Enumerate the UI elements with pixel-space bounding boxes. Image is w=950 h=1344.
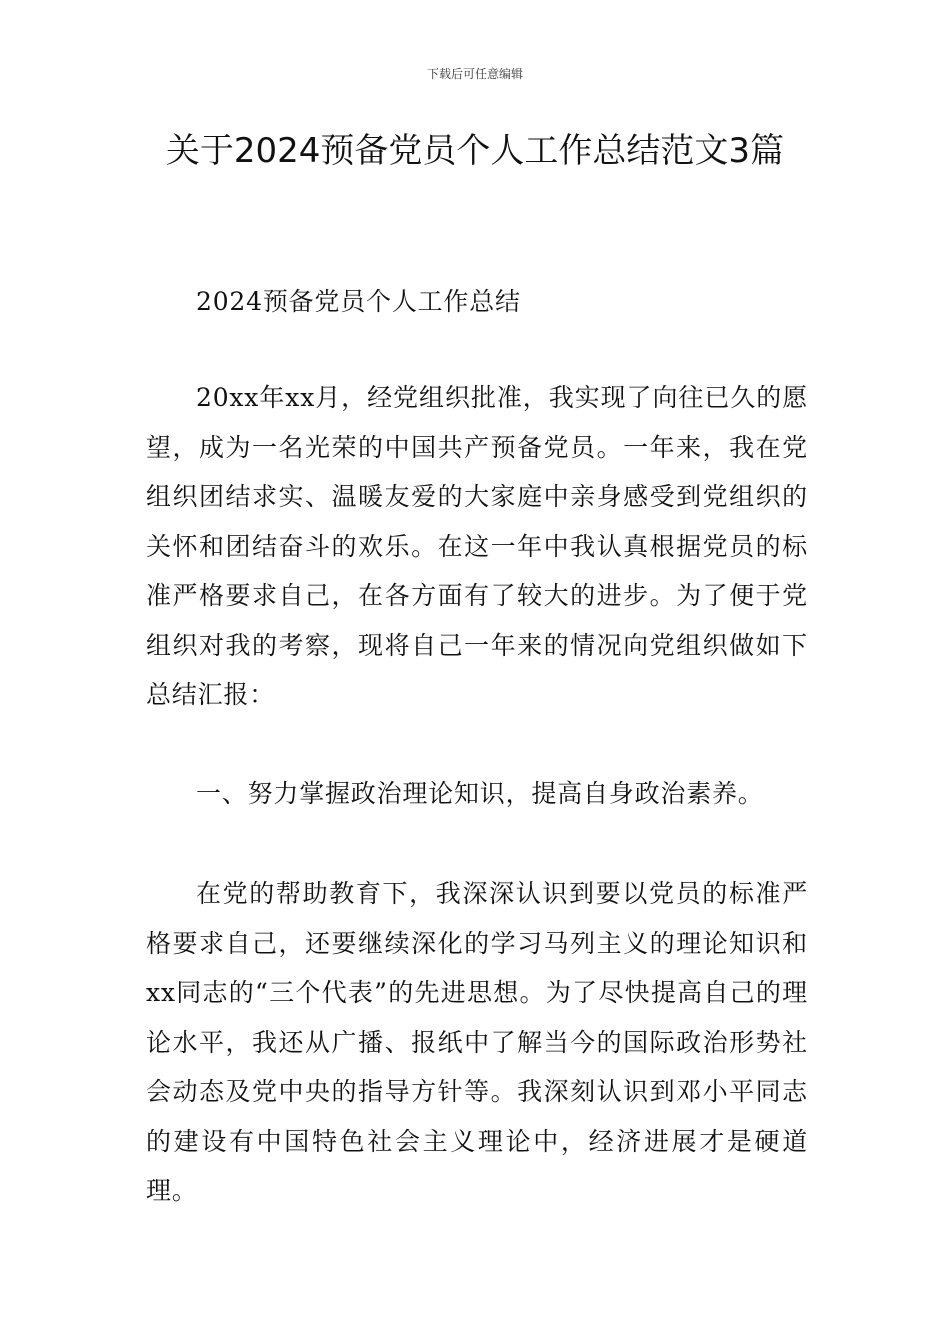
- paragraph-theory-study: 在党的帮助教育下，我深深认识到要以党员的标准严格要求自己，还要继续深化的学习马列主义的理论知识和xx同志的“三个代表”的先进思想。为了尽快提高自己的理论水平，我还从广播、报纸中了解当今的国际政治形势社会动态及党中央的指导方针等。我深刻认识到邓小平同志的建设有中国特色社会主义理论中，经济进展才是硬道理。: [146, 879, 808, 1205]
- document-title: 关于2024预备党员个人工作总结范文3篇: [165, 131, 785, 171]
- paragraph-intro: 20xx年xx月，经党组织批准，我实现了向往已久的愿望，成为一名光荣的中国共产预备党员。一年来，我在党组织团结求实、温暖友爱的大家庭中亲身感受到党组织的关怀和团结奋斗的欢乐。在这一年中我认真根据党员的标准严格要求自己，在各方面有了较大的进步。为了便于党组织对我的考察，现将自己一年来的情况向党组织做如下总结汇报：: [146, 383, 808, 709]
- section-heading-1: 一、努力掌握政治理论知识，提高自身政治素养。: [196, 779, 764, 808]
- section-subtitle: 2024预备党员个人工作总结: [196, 287, 521, 316]
- header-note: 下载后可任意编辑: [426, 67, 523, 81]
